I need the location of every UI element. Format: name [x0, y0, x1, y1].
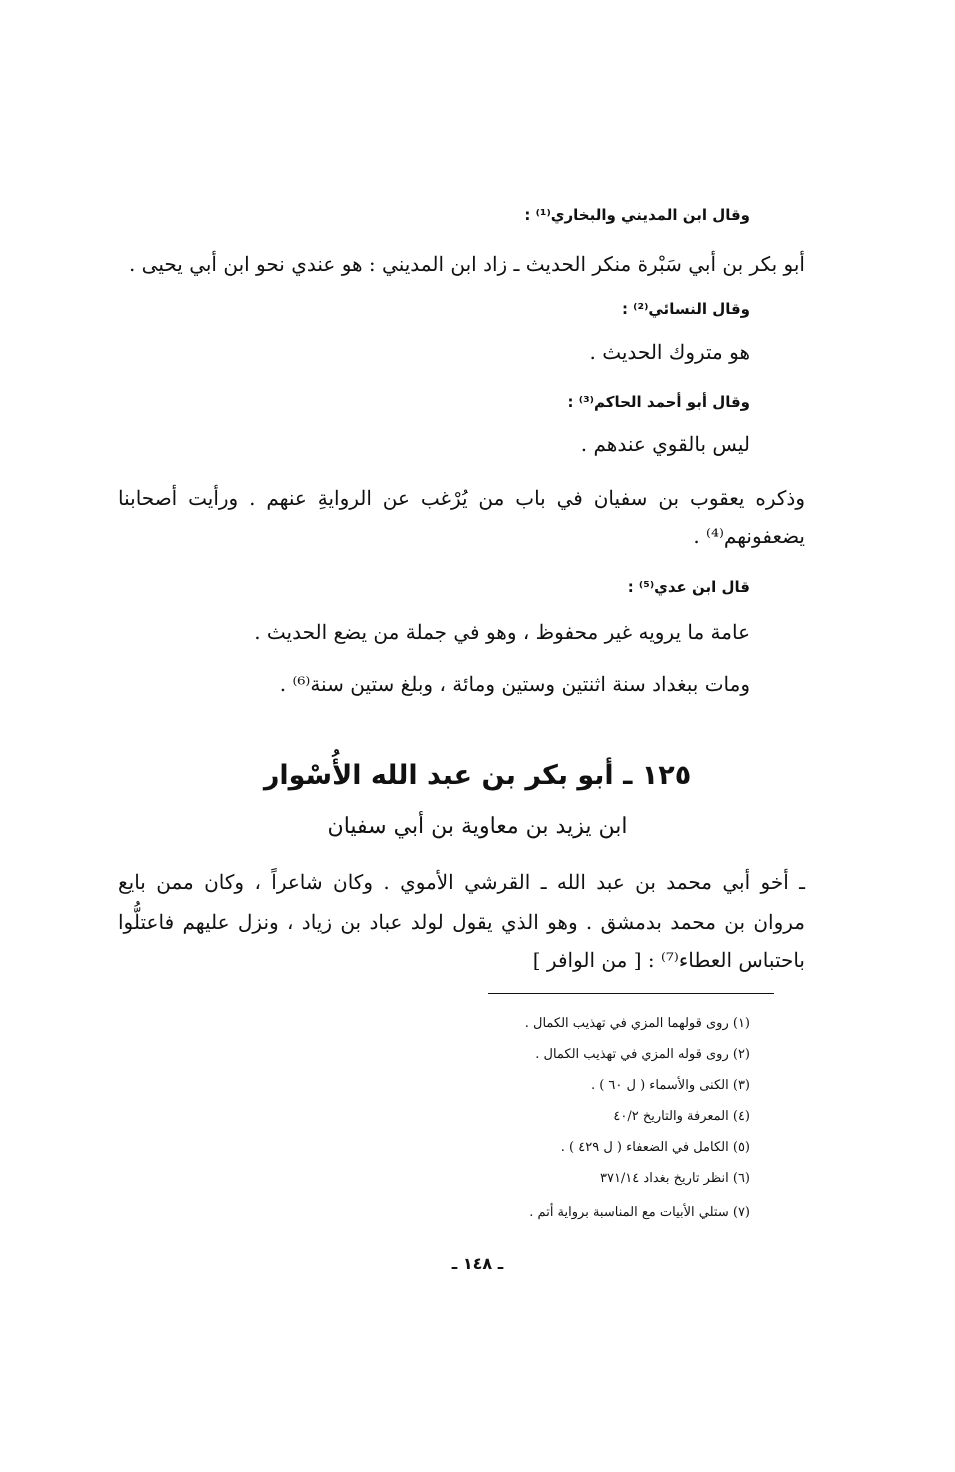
- paragraph-line: ومات ببغداد سنة اثنتين وستين ومائة ، وبلغ ستين سنة⁽⁶⁾ .: [279, 672, 750, 696]
- quote-text: هو متروك الحديث .: [589, 340, 750, 364]
- quote-text: عامة ما يرويه غير محفوظ ، وهو في جملة من يضع الحديث .: [254, 620, 750, 644]
- paragraph-line: مروان بن محمد بدمشق . وهو الذي يقول لولد عباد بن زياد ، ونزل عليهم فاعتلُّوا: [118, 910, 805, 934]
- footnote: (٣) الكنى والأسماء ( ل ٦٠ ) .: [590, 1078, 750, 1093]
- entry-title: ١٢٥ ـ أبو بكر بن عبد الله الأُسْوار: [263, 760, 692, 791]
- quote-text: ليس بالقوي عندهم .: [580, 432, 750, 456]
- footnote: (١) روى قولهما المزي في تهذيب الكمال .: [524, 1016, 750, 1031]
- entry-subtitle: ابن يزيد بن معاوية بن أبي سفيان: [327, 814, 628, 839]
- footnote: (٥) الكامل في الضعفاء ( ل ٤٢٩ ) .: [560, 1140, 750, 1155]
- speaker-label-ibn-adi: قال ابن عدي⁽⁵⁾ :: [627, 578, 750, 596]
- paragraph-line: ـ أخو أبي محمد بن عبد الله ـ القرشي الأموي . وكان شاعراً ، وكان ممن بايع: [118, 870, 805, 894]
- footnote: (٧) ستلي الأبيات مع المناسبة برواية أتم .: [529, 1205, 750, 1220]
- footnote: (٤) المعرفة والتاريخ ٤٠/٢: [613, 1109, 750, 1124]
- footnote-divider: [488, 993, 774, 994]
- speaker-label-ibn-madini-bukhari: وقال ابن المديني والبخاري⁽¹⁾ :: [524, 206, 750, 224]
- paragraph-line: يضعفونهم⁽⁴⁾ .: [693, 524, 805, 548]
- paragraph-line: وذكره يعقوب بن سفيان في باب من يُرْغب عن الروايةِ عنهم . ورأيت أصحابنا: [118, 486, 805, 510]
- paragraph-line: باحتباس العطاء⁽⁷⁾ : [ من الوافر ]: [532, 948, 805, 972]
- speaker-label-nasai: وقال النسائي⁽²⁾ :: [621, 300, 750, 318]
- page-number: ـ ١٤٨ ـ: [451, 1254, 504, 1273]
- footnote: (٢) روى قوله المزي في تهذيب الكمال .: [535, 1047, 750, 1062]
- footnote: (٦) انظر تاريخ بغداد ٣٧١/١٤: [599, 1171, 750, 1186]
- speaker-label-abu-ahmad-hakim: وقال أبو أحمد الحاكم⁽³⁾ :: [567, 393, 750, 411]
- quote-text: أبو بكر بن أبي سَبْرة منكر الحديث ـ زاد ابن المديني : هو عندي نحو ابن أبي يحيى .: [128, 252, 805, 276]
